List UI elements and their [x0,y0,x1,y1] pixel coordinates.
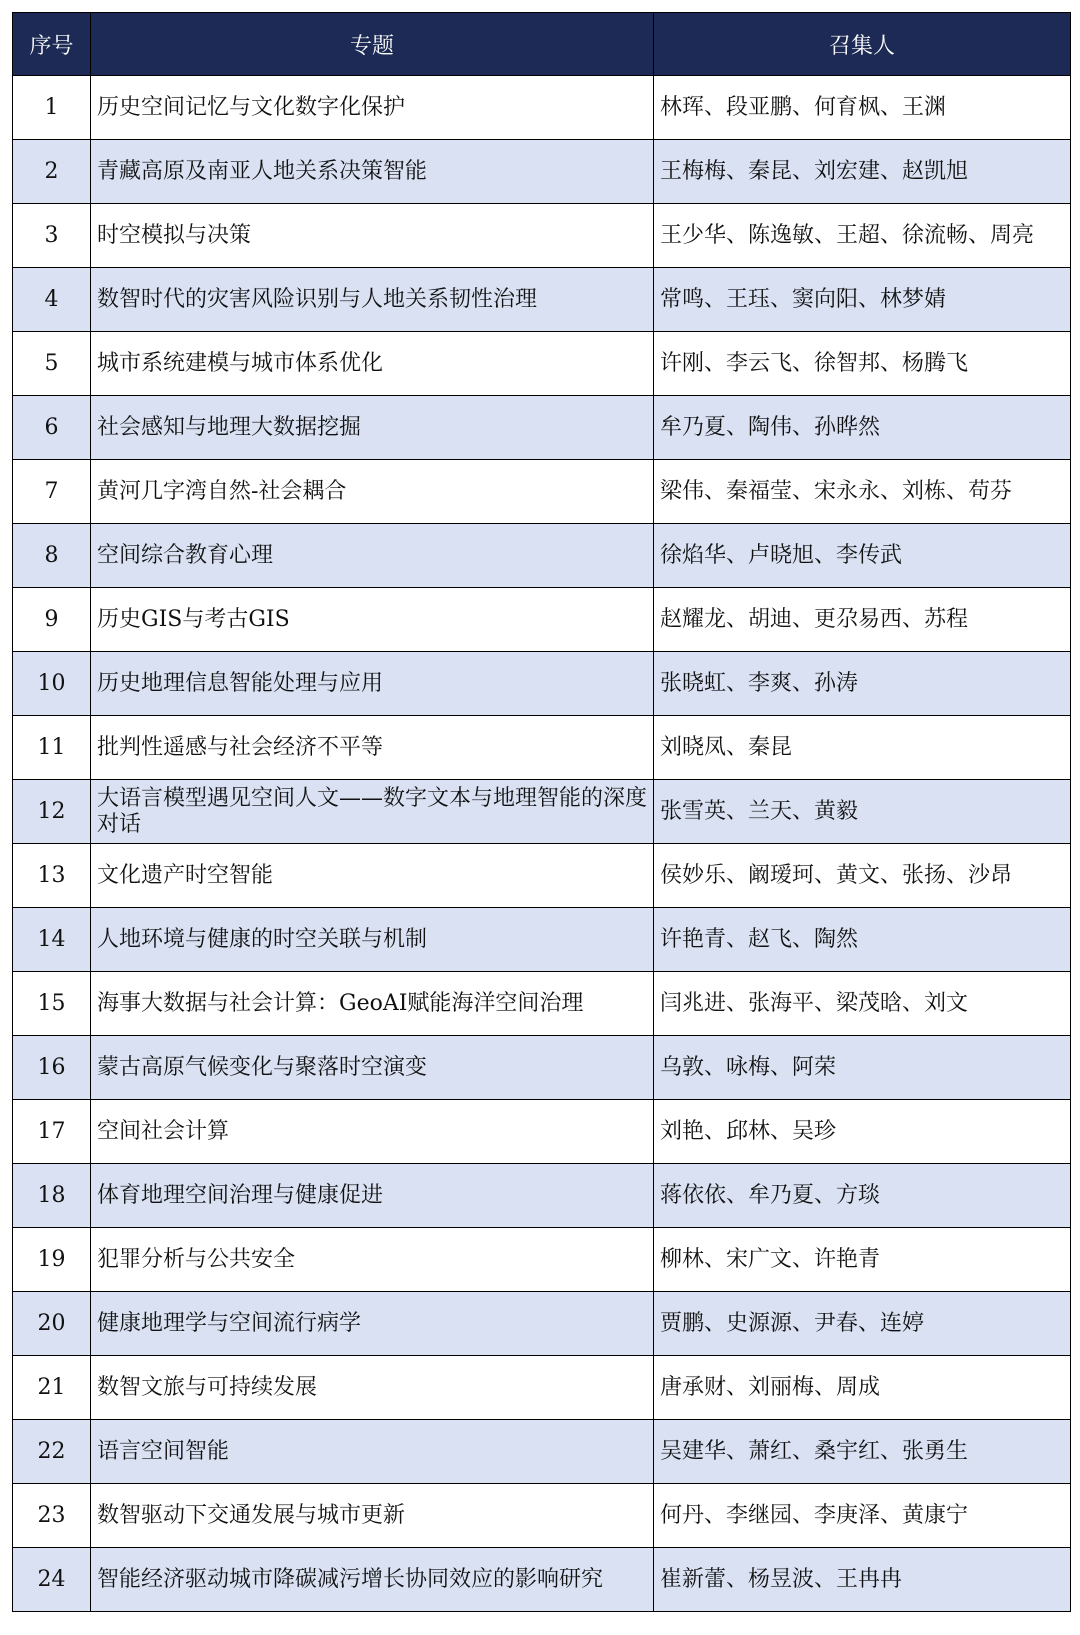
row-conveners: 乌敦、咏梅、阿荣 [654,1036,1071,1100]
header-index: 序号 [13,13,91,76]
row-conveners: 林珲、段亚鹏、何育枫、王渊 [654,76,1071,140]
table-row [13,1292,1071,1356]
table-row [13,780,1071,844]
row-conveners: 张晓虹、李爽、孙涛 [654,652,1071,716]
row-conveners: 王少华、陈逸敏、王超、徐流畅、周亮 [654,204,1071,268]
row-index: 5 [13,332,91,396]
row-topic: 城市系统建模与城市体系优化 [91,332,654,396]
row-topic: 蒙古高原气候变化与聚落时空演变 [91,1036,654,1100]
row-topic: 批判性遥感与社会经济不平等 [91,716,654,780]
row-topic: 空间综合教育心理 [91,524,654,588]
row-conveners: 许艳青、赵飞、陶然 [654,908,1071,972]
table-row [13,268,1071,332]
row-index: 21 [13,1356,91,1420]
row-conveners: 何丹、李继园、李庚泽、黄康宁 [654,1484,1071,1548]
table-row [13,1356,1071,1420]
row-topic: 健康地理学与空间流行病学 [91,1292,654,1356]
row-topic: 时空模拟与决策 [91,204,654,268]
table-row [13,460,1071,524]
table-body [13,76,1071,1612]
table-row [13,332,1071,396]
row-topic: 语言空间智能 [91,1420,654,1484]
table-row [13,844,1071,908]
row-conveners: 侯妙乐、阚瑷珂、黄文、张扬、沙昂 [654,844,1071,908]
row-topic: 黄河几字湾自然-社会耦合 [91,460,654,524]
row-conveners: 刘艳、邱林、吴珍 [654,1100,1071,1164]
topics-table-container [12,12,1070,1612]
row-topic: 社会感知与地理大数据挖掘 [91,396,654,460]
table-row [13,204,1071,268]
row-conveners: 吴建华、萧红、桑宇红、张勇生 [654,1420,1071,1484]
row-topic: 人地环境与健康的时空关联与机制 [91,908,654,972]
row-topic: 历史空间记忆与文化数字化保护 [91,76,654,140]
table-row [13,1548,1071,1612]
table-row [13,524,1071,588]
row-conveners: 闫兆进、张海平、梁茂晗、刘文 [654,972,1071,1036]
row-index: 9 [13,588,91,652]
row-topic: 数智文旅与可持续发展 [91,1356,654,1420]
table-row [13,972,1071,1036]
row-topic: 智能经济驱动城市降碳减污增长协同效应的影响研究 [91,1548,654,1612]
table-row [13,716,1071,780]
row-index: 18 [13,1164,91,1228]
row-index: 15 [13,972,91,1036]
table-header [13,13,1071,76]
row-index: 8 [13,524,91,588]
row-index: 16 [13,1036,91,1100]
table-row [13,1036,1071,1100]
row-index: 19 [13,1228,91,1292]
row-index: 12 [13,780,91,844]
row-index: 4 [13,268,91,332]
row-topic: 大语言模型遇见空间人文——数字文本与地理智能的深度对话 [91,780,654,844]
row-index: 7 [13,460,91,524]
header-conveners: 召集人 [654,13,1071,76]
row-conveners: 赵耀龙、胡迪、更尕易西、苏程 [654,588,1071,652]
row-conveners: 许刚、李云飞、徐智邦、杨腾飞 [654,332,1071,396]
header-row [13,13,1071,76]
row-index: 22 [13,1420,91,1484]
table-row [13,1100,1071,1164]
row-topic: 文化遗产时空智能 [91,844,654,908]
row-conveners: 刘晓凤、秦昆 [654,716,1071,780]
row-index: 24 [13,1548,91,1612]
row-conveners: 牟乃夏、陶伟、孙晔然 [654,396,1071,460]
row-topic: 犯罪分析与公共安全 [91,1228,654,1292]
row-index: 10 [13,652,91,716]
table-row [13,1420,1071,1484]
row-index: 2 [13,140,91,204]
row-topic: 青藏高原及南亚人地关系决策智能 [91,140,654,204]
table-row [13,1484,1071,1548]
table-row [13,76,1071,140]
row-conveners: 徐焰华、卢晓旭、李传武 [654,524,1071,588]
row-conveners: 梁伟、秦福莹、宋永永、刘栋、苟芬 [654,460,1071,524]
header-topic: 专题 [91,13,654,76]
row-conveners: 常鸣、王珏、窦向阳、林梦婧 [654,268,1071,332]
row-index: 23 [13,1484,91,1548]
row-topic: 历史地理信息智能处理与应用 [91,652,654,716]
row-index: 17 [13,1100,91,1164]
row-conveners: 贾鹏、史源源、尹春、连婷 [654,1292,1071,1356]
row-topic: 体育地理空间治理与健康促进 [91,1164,654,1228]
table-row [13,396,1071,460]
table-row [13,140,1071,204]
row-conveners: 张雪英、兰天、黄毅 [654,780,1071,844]
row-conveners: 王梅梅、秦昆、刘宏建、赵凯旭 [654,140,1071,204]
topics-table [12,12,1071,1612]
row-conveners: 柳林、宋广文、许艳青 [654,1228,1071,1292]
table-row [13,652,1071,716]
row-topic: 数智时代的灾害风险识别与人地关系韧性治理 [91,268,654,332]
row-index: 20 [13,1292,91,1356]
row-conveners: 唐承财、刘丽梅、周成 [654,1356,1071,1420]
row-index: 3 [13,204,91,268]
table-row [13,588,1071,652]
row-index: 13 [13,844,91,908]
row-topic: 海事大数据与社会计算：GeoAI赋能海洋空间治理 [91,972,654,1036]
row-conveners: 崔新蕾、杨昱波、王冉冉 [654,1548,1071,1612]
table-row [13,1164,1071,1228]
table-row [13,908,1071,972]
row-index: 14 [13,908,91,972]
table-row [13,1228,1071,1292]
row-conveners: 蒋依依、牟乃夏、方琰 [654,1164,1071,1228]
row-topic: 数智驱动下交通发展与城市更新 [91,1484,654,1548]
row-index: 1 [13,76,91,140]
row-index: 6 [13,396,91,460]
row-topic: 空间社会计算 [91,1100,654,1164]
row-index: 11 [13,716,91,780]
row-topic: 历史GIS与考古GIS [91,588,654,652]
